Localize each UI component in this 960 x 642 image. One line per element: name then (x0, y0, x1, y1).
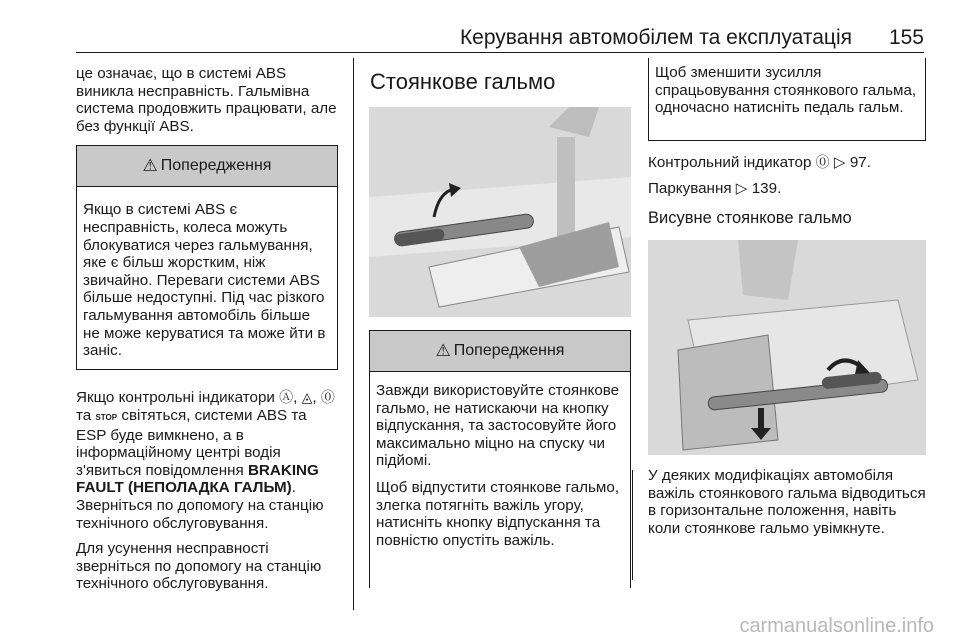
message-text: BRAKING FAULT (НЕПОЛАДКА ГАЛЬМ) (76, 461, 319, 497)
column-left (76, 65, 338, 593)
warning-text: Щоб відпустити стоянкове гальмо, злегка потягніть важіль угору, натисніть кнопку відпускання та повністю опустіть важіль. (376, 478, 620, 549)
subsection-title: Висувне стоянкове гальмо (648, 209, 852, 228)
description-paragraph: У деяких модифікаціях автомобіля важіль стоянкового гальма відводиться в горизонтальне положення, навіть коли стоянкове гальмо увімкнуте. (648, 467, 926, 537)
intro-paragraph: це означає, що в системі ABS виникла несправність. Гальмівна система продовжить працювати, але без функції ABS. (76, 65, 337, 135)
text-fragment: світяться, системи ABS та ESP буде вимкнено, а в інформаційному центрі водія з'явиться повідомлення (76, 406, 307, 479)
warning-title: Попередження (160, 157, 272, 175)
warning-box (369, 330, 631, 588)
indicator-paragraph: Якщо контрольні індикатори Ⓐ, ◬, ⓪ та STOP світяться, системи ABS та ESP буде вимкнено, а в інформаційному центрі водія з'явиться повідомлення BRAKING FAULT (НЕПОЛАДКА ГАЛЬМ). Зверніться по допомогу на станцію технічного обслуговування. (76, 389, 335, 532)
reference-line: Контрольний індикатор ⓪ ▷ 97. (648, 154, 871, 171)
warning-box (76, 145, 338, 370)
brake-indicator-icon: ⓪ (815, 154, 830, 170)
warning-box-side-rule (632, 470, 633, 580)
header-rule (76, 52, 924, 53)
text-fragment: Якщо контрольні індикатори (76, 389, 275, 407)
text-fragment: та (76, 406, 92, 424)
folding-parking-brake-illustration (648, 240, 926, 455)
warning-triangle-icon: ⚠ (142, 156, 158, 176)
abs-indicator-icon: Ⓐ (279, 389, 294, 406)
page-reference-arrow-icon: ▷ (833, 154, 846, 171)
page-reference-arrow-icon: ▷ (735, 179, 748, 197)
column-divider (353, 58, 354, 610)
header-title: Керування автомобілем та експлуатація (459, 26, 852, 49)
page-reference[interactable]: 97 (849, 154, 867, 171)
warning-triangle-icon: ⚠ (435, 341, 451, 360)
page-number: 155 (888, 26, 924, 49)
text-fragment: . Зверніться по допомогу на станцію технічного обслуговування. (76, 479, 324, 532)
watermark: carmanualsonline.info (739, 615, 934, 637)
warning-text: Щоб зменшити зусилля спрацьовування стоянкового гальма, одночасно натисніть педаль гальм. (655, 64, 917, 117)
page-header (0, 0, 960, 55)
warning-text: Завжди використовуйте стоянкове гальмо, не натискаючи на кнопку відпускання, та застосовуйте його максимально міцно на спуску чи підйомі. (376, 382, 620, 470)
warning-title: Попередження (453, 342, 565, 359)
column-right (648, 65, 926, 538)
parking-brake-illustration (369, 107, 631, 317)
warning-body (77, 187, 337, 369)
reference-line: Паркування ▷ 139. (648, 179, 782, 197)
warning-header (77, 146, 337, 187)
parking-brake-drawing (369, 107, 631, 317)
warning-box-continued (648, 58, 926, 141)
text-fragment: Контрольний індикатор (648, 154, 812, 171)
stop-indicator-label: STOP (95, 412, 118, 422)
warning-body (370, 372, 630, 559)
esp-indicator-icon: ◬ (301, 389, 313, 406)
column-middle (369, 65, 631, 588)
warning-header (370, 331, 630, 372)
text-fragment: Паркування (648, 179, 732, 197)
section-title: Стоянкове гальмо (370, 69, 556, 94)
folding-brake-drawing (648, 240, 926, 455)
service-paragraph: Для усунення несправності зверніться по допомогу на станцію технічного обслуговування. (76, 540, 322, 593)
page-reference[interactable]: 139 (751, 179, 778, 197)
brake-indicator-icon: ⓪ (320, 389, 335, 406)
warning-text: Якщо в системі ABS є несправність, колеса можуть блокуватися через гальмування, яке є більш жорстким, ніж звичайно. Переваги системи ABS більше недоступні. Під час різкого гальмування автомобіль більше не може керуватися та може йти в заніс. (83, 201, 326, 360)
